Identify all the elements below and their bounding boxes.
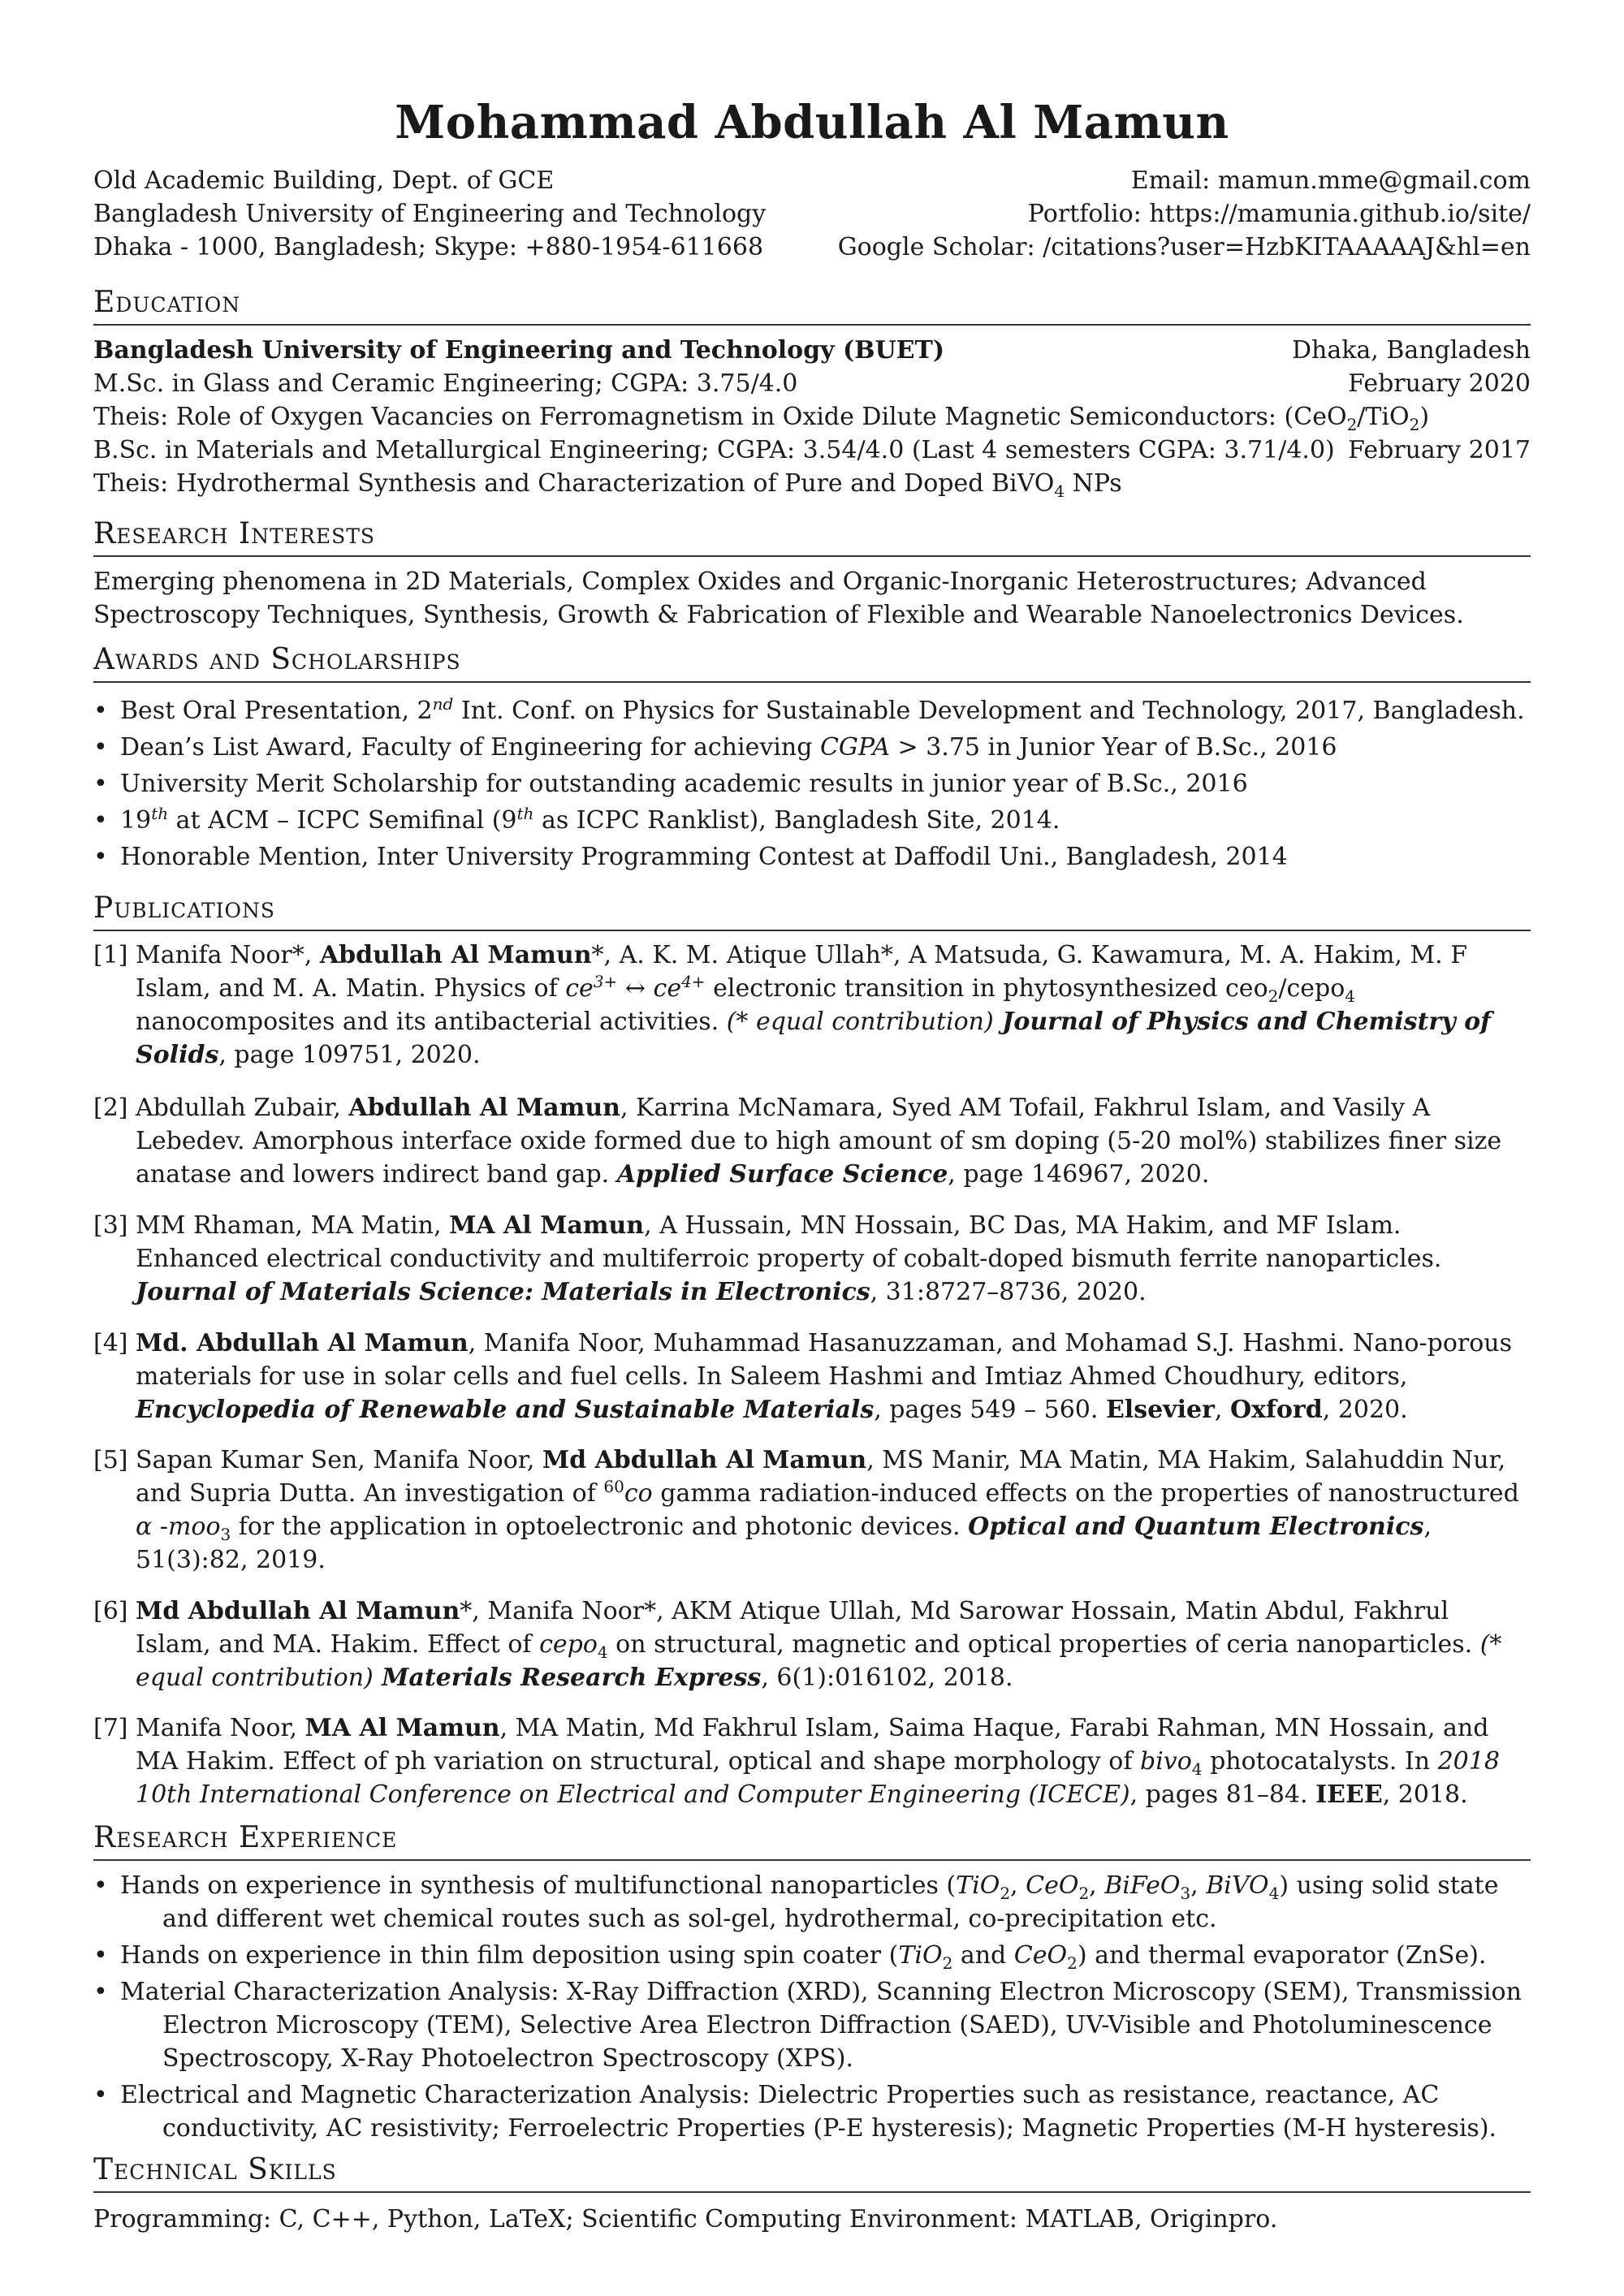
experience-item: • Material Characterization Analysis: X-Ray Diffraction (XRD), Scanning Electron Microscopy (SEM), Transmission Electron Microscopy (TEM), Selective Area Electron Diffraction (SAED), UV-Visible and Photoluminescence Spectroscopy, X-Ray Photoelectron Spectroscopy (XPS). bbox=[93, 1975, 1531, 2075]
award-item: • Dean’s List Award, Faculty of Engineering for achieving CGPA > 3.75 in Junior Year of B.Sc., 2016 bbox=[93, 729, 1531, 766]
publication-citation: Abdullah Zubair, Abdullah Al Mamun, Karrina McNamara, Syed AM Tofail, Fakhrul Islam, and Vasily A Lebedev. Amorphous interface oxide formed due to high amount of sm doping (5-20 mol%) stabilizes finer size anatase and lowers indirect band gap. Applied Surface Science, page 146967, 2020. bbox=[136, 1094, 1502, 1189]
section-title-research-interests: Research Interests bbox=[93, 517, 376, 550]
experience-item: • Electrical and Magnetic Characterization Analysis: Dielectric Properties such as resistance, reactance, AC conductivity, AC resistivity; Ferroelectric Properties (P-E hysteresis); Magnetic Properties (M-H hysteresis). bbox=[93, 2078, 1531, 2145]
scholar-link[interactable]: Google Scholar: /citations?user=HzbKITAAAAAJ&hl=en bbox=[837, 233, 1531, 261]
publication-5 bbox=[93, 1444, 1531, 1577]
education-institution-row bbox=[93, 334, 1531, 367]
publication-citation: Md Abdullah Al Mamun*, Manifa Noor*, AKM Atique Ullah, Md Sarowar Hossain, Matin Abdul, Fakhrul Islam, and MA. Hakim. Effect of cepo$_4$ on structural, magnetic and optical properties of ceria nanoparticles. (* equal contribution) Materials Research Express, 6(1):016102, 2018. bbox=[136, 1597, 1502, 1692]
publication-number: [7] bbox=[93, 1714, 128, 1742]
portfolio-link[interactable]: Portfolio: https://mamunia.github.io/site/ bbox=[1027, 200, 1531, 228]
publication-2 bbox=[93, 1091, 1531, 1191]
research-interests-line-2: Spectroscopy Techniques, Synthesis, Growth & Fabrication of Flexible and Wearable Nanoelectronics Devices. bbox=[93, 601, 1464, 629]
research-interests-block bbox=[93, 565, 1531, 632]
publication-number: [2] bbox=[93, 1094, 128, 1122]
msc-row bbox=[93, 367, 1531, 400]
publication-number: [3] bbox=[93, 1211, 128, 1240]
publication-4 bbox=[93, 1327, 1531, 1426]
research-interests-line-1: Emerging phenomena in 2D Materials, Complex Oxides and Organic-Inorganic Heterostructures; Advanced bbox=[93, 568, 1427, 596]
education-block bbox=[93, 334, 1531, 500]
institution-name: Bangladesh University of Engineering and Technology (BUET) bbox=[93, 336, 945, 365]
award-item: • University Merit Scholarship for outstanding academic results in junior year of B.Sc., 2016 bbox=[93, 766, 1531, 802]
section-title-education: Education bbox=[93, 286, 241, 319]
bsc-thesis: Theis: Hydrothermal Synthesis and Characterization of Pure and Doped BiVO$_4$ NPs bbox=[93, 469, 1122, 501]
award-item: • Best Oral Presentation, 2nd Int. Conf. on Physics for Sustainable Development and Technology, 2017, Bangladesh. bbox=[93, 693, 1531, 729]
section-rule bbox=[93, 1859, 1531, 1861]
publication-citation: Md. Abdullah Al Mamun, Manifa Noor, Muhammad Hasanuzzaman, and Mohamad S.J. Hashmi. Nano-porous materials for use in solar cells and fuel cells. In Saleem Hashmi and Imtiaz Ahmed Choudhury, editors, Encyclopedia of Renewable and Sustainable Materials, pages 549 – 560. Elsevier, Oxford, 2020. bbox=[136, 1329, 1513, 1424]
research-experience-list bbox=[93, 1869, 1531, 2145]
award-item: • Honorable Mention, Inter University Programming Contest at Daffodil Uni., Bangladesh, 2014 bbox=[93, 839, 1531, 875]
cv-name: Mohammad Abdullah Al Mamun bbox=[395, 96, 1229, 149]
email-link[interactable]: Email: mamun.mme@gmail.com bbox=[1130, 166, 1531, 195]
section-rule bbox=[93, 681, 1531, 683]
publication-citation: MM Rhaman, MA Matin, MA Al Mamun, A Hussain, MN Hossain, BC Das, MA Hakim, and MF Islam. Enhanced electrical conductivity and multiferroic property of cobalt-doped bismuth ferrite nanoparticles. Journal of Materials Science: Materials in Electronics, 31:8727–8736, 2020. bbox=[136, 1211, 1442, 1306]
experience-item: • Hands on experience in thin film deposition using spin coater (TiO$_2$ and CeO$_2$) and thermal evaporator (ZnSe). bbox=[93, 1939, 1531, 1972]
publication-number: [5] bbox=[93, 1446, 128, 1474]
address-line-2: Bangladesh University of Engineering and Technology bbox=[93, 200, 767, 228]
publication-number: [6] bbox=[93, 1597, 128, 1625]
bsc-degree: B.Sc. in Materials and Metallurgical Engineering; CGPA: 3.54/4.0 (Last 4 semesters CGPA: 3.71/4.0) bbox=[93, 436, 1335, 464]
publication-number: [4] bbox=[93, 1329, 128, 1357]
msc-degree: M.Sc. in Glass and Ceramic Engineering; CGPA: 3.75/4.0 bbox=[93, 369, 798, 398]
address-line-3: Dhaka - 1000, Bangladesh; Skype: +880-1954-611668 bbox=[93, 233, 764, 261]
section-title-publications: Publications bbox=[93, 891, 276, 925]
section-title-research-experience: Research Experience bbox=[93, 1821, 398, 1854]
publication-3 bbox=[93, 1209, 1531, 1309]
publication-citation: Sapan Kumar Sen, Manifa Noor, Md Abdullah Al Mamun, MS Manir, MA Matin, MA Hakim, Salahuddin Nur, and Supria Dutta. An investigation of $^{60}$co gamma radiation-induced effects on the properties of nanostructured α -moo$_3$ for the application in optoelectronic and photonic devices. Optical and Quantum Electronics, 51(3):82, 2019. bbox=[136, 1446, 1519, 1574]
section-title-awards: Awards and Scholarships bbox=[93, 643, 461, 676]
award-item: • 19th at ACM – ICPC Semifinal (9th as ICPC Ranklist), Bangladesh Site, 2014. bbox=[93, 802, 1531, 839]
research-experience-block bbox=[93, 1869, 1531, 2145]
awards-list bbox=[93, 693, 1531, 875]
publication-citation: Manifa Noor, MA Al Mamun, MA Matin, Md Fakhrul Islam, Saima Haque, Farabi Rahman, MN Hossain, and MA Hakim. Effect of ph variation on structural, optical and shape morphology of bivo$_4$ photocatalysts. In 2018 10th International Conference on Electrical and Computer Engineering (ICECE), pages 81–84. IEEE, 2018. bbox=[136, 1714, 1500, 1809]
experience-item: • Hands on experience in synthesis of multifunctional nanoparticles (TiO$_2$, CeO$_2$, BiFeO$_3$, BiVO$_4$) using solid state and different wet chemical routes such as sol-gel, hydrothermal, co-precipitation etc. bbox=[93, 1869, 1531, 1936]
bsc-row bbox=[93, 434, 1531, 467]
technical-skills-block bbox=[93, 2203, 1531, 2236]
section-rule bbox=[93, 930, 1531, 931]
section-rule bbox=[93, 324, 1531, 326]
publication-number: [1] bbox=[93, 941, 128, 969]
bsc-date: February 2017 bbox=[1348, 436, 1531, 464]
publication-citation: Manifa Noor*, Abdullah Al Mamun*, A. K. M. Atique Ullah*, A Matsuda, G. Kawamura, M. A. Hakim, M. F Islam, and M. A. Matin. Physics of $ce^{3+}$ ↔ $ce^{4+}$ electronic transition in phytosynthesized ceo$_2$/cepo$_4$ nanocomposites and its antibacterial activities. (* equal contribution) Journal of Physics and Chemistry of Solids, page 109751, 2020. bbox=[136, 941, 1492, 1069]
contact-address bbox=[93, 164, 766, 264]
publication-7 bbox=[93, 1711, 1531, 1811]
technical-skills-line: Programming: C, C++, Python, LaTeX; Scientific Computing Environment: MATLAB, Originpro. bbox=[93, 2205, 1278, 2233]
msc-thesis: Theis: Role of Oxygen Vacancies on Ferromagnetism in Oxide Dilute Magnetic Semiconductors: (CeO$_2$/TiO$_2$) bbox=[93, 403, 1430, 434]
section-title-technical-skills: Technical Skills bbox=[93, 2153, 337, 2186]
address-line-1: Old Academic Building, Dept. of GCE bbox=[93, 166, 555, 195]
section-rule bbox=[93, 2191, 1531, 2193]
section-rule bbox=[93, 555, 1531, 557]
institution-location: Dhaka, Bangladesh bbox=[1291, 336, 1531, 365]
publication-6 bbox=[93, 1595, 1531, 1694]
contact-links bbox=[838, 164, 1531, 264]
awards-block bbox=[93, 693, 1531, 875]
publication-1 bbox=[93, 939, 1531, 1072]
msc-date: February 2020 bbox=[1348, 369, 1531, 398]
